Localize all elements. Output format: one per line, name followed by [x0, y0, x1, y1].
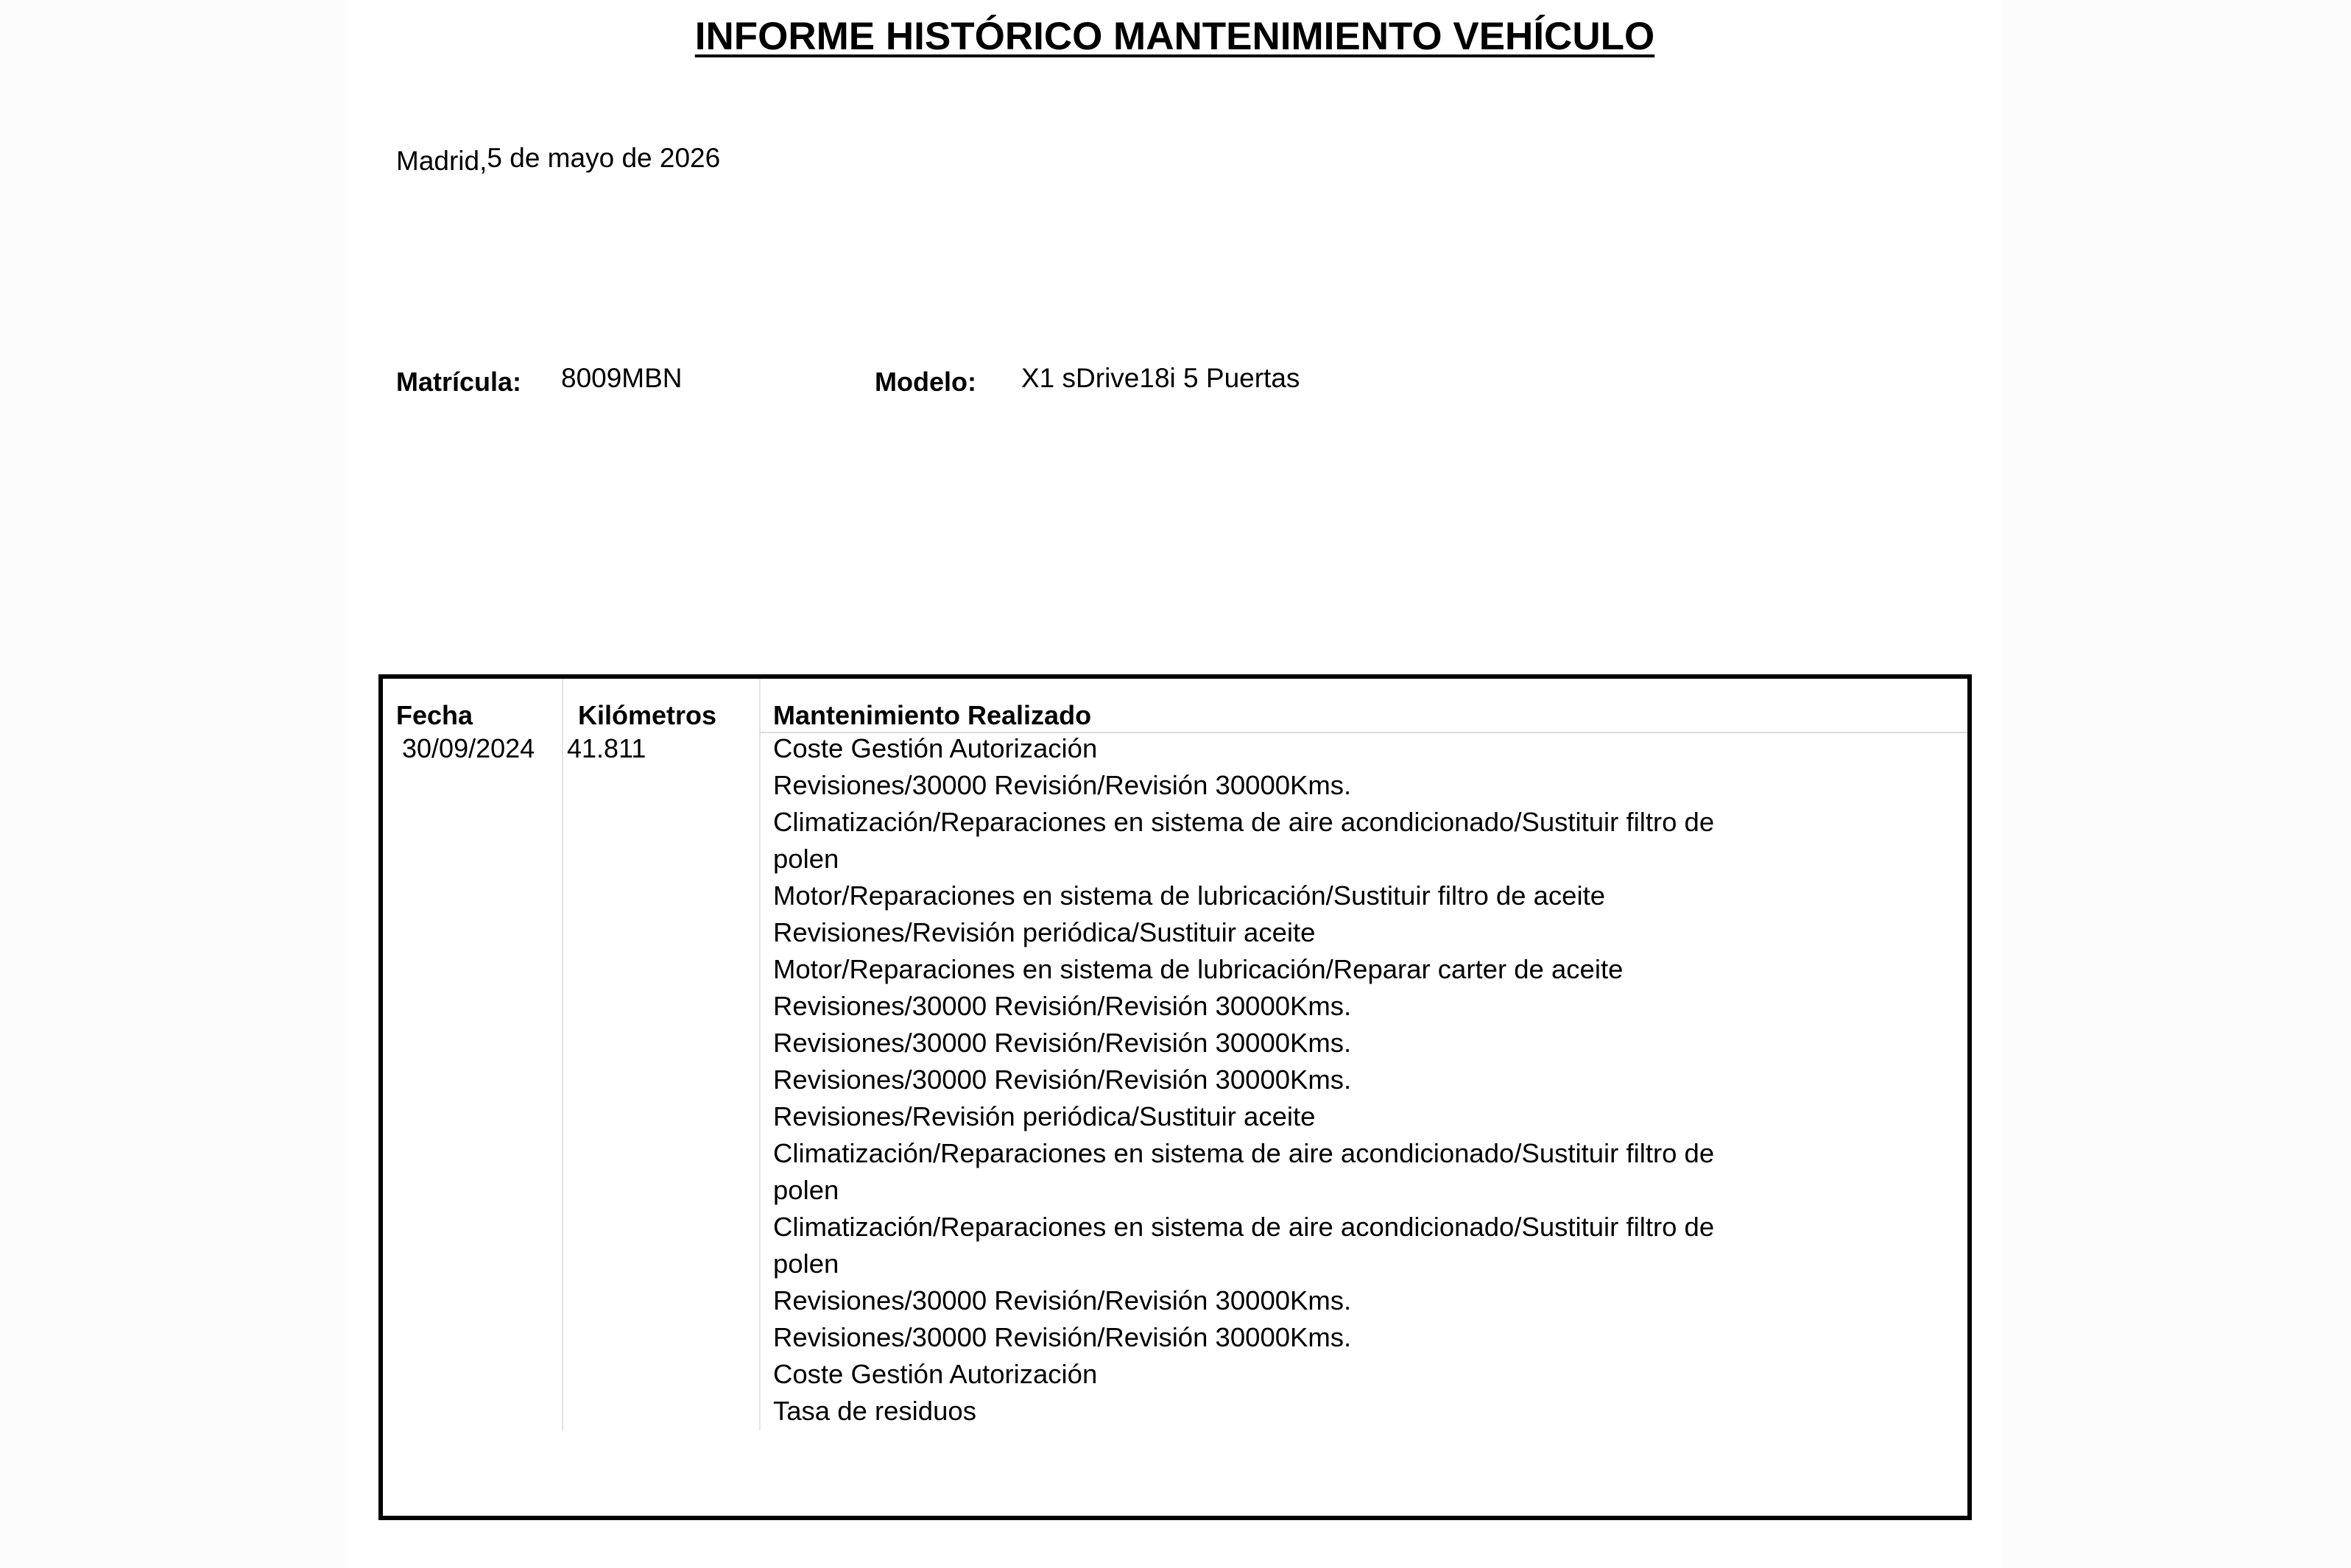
maintenance-item: Revisiones/30000 Revisión/Revisión 30000Kms. [773, 770, 1352, 800]
plate-value: 8009MBN [561, 363, 683, 393]
maintenance-table [378, 674, 1972, 1520]
column-divider [562, 679, 563, 1430]
plate-label: Matrícula: [396, 367, 522, 397]
maintenance-item: Coste Gestión Autorización [773, 1359, 1098, 1389]
maintenance-list [773, 730, 1767, 1430]
model-label: Modelo: [875, 367, 976, 397]
header-maintenance: Mantenimiento Realizado [773, 700, 1092, 730]
maintenance-item: Climatización/Reparaciones en sistema de aire acondicionado/Sustituir filtro de polen [773, 807, 1715, 874]
column-divider [759, 679, 761, 1430]
header-km: Kilómetros [578, 700, 717, 730]
maintenance-item: Revisiones/30000 Revisión/Revisión 30000Kms. [773, 1285, 1352, 1316]
maintenance-item: Revisiones/30000 Revisión/Revisión 30000Kms. [773, 991, 1352, 1021]
maintenance-item: Revisiones/30000 Revisión/Revisión 30000Kms. [773, 1028, 1352, 1058]
place: Madrid, [396, 146, 487, 176]
maintenance-item: Motor/Reparaciones en sistema de lubricación/Reparar carter de aceite [773, 954, 1624, 984]
maintenance-item: Revisiones/Revisión periódica/Sustituir aceite [773, 1101, 1316, 1131]
maintenance-item: Climatización/Reparaciones en sistema de aire acondicionado/Sustituir filtro de polen [773, 1138, 1715, 1205]
model-value: X1 sDrive18i 5 Puertas [1021, 363, 1300, 393]
report-page [348, 0, 2002, 1568]
maintenance-item: Revisiones/30000 Revisión/Revisión 30000Kms. [773, 1322, 1352, 1352]
report-title: INFORME HISTÓRICO MANTENIMIENTO VEHÍCULO [694, 15, 1655, 58]
maintenance-item: Revisiones/Revisión periódica/Sustituir aceite [773, 917, 1316, 947]
maintenance-item: Climatización/Reparaciones en sistema de aire acondicionado/Sustituir filtro de polen [773, 1212, 1715, 1279]
cell-km: 41.811 [567, 733, 646, 763]
maintenance-item: Revisiones/30000 Revisión/Revisión 30000Kms. [773, 1064, 1352, 1095]
maintenance-item: Coste Gestión Autorización [773, 733, 1098, 763]
maintenance-item: Motor/Reparaciones en sistema de lubricación/Sustituir filtro de aceite [773, 880, 1606, 911]
place-date [396, 142, 720, 174]
report-date: 5 de mayo de 2026 [487, 143, 721, 173]
cell-date: 30/09/2024 [402, 733, 535, 763]
header-date: Fecha [396, 700, 473, 730]
maintenance-item: Tasa de residuos [773, 1396, 976, 1426]
